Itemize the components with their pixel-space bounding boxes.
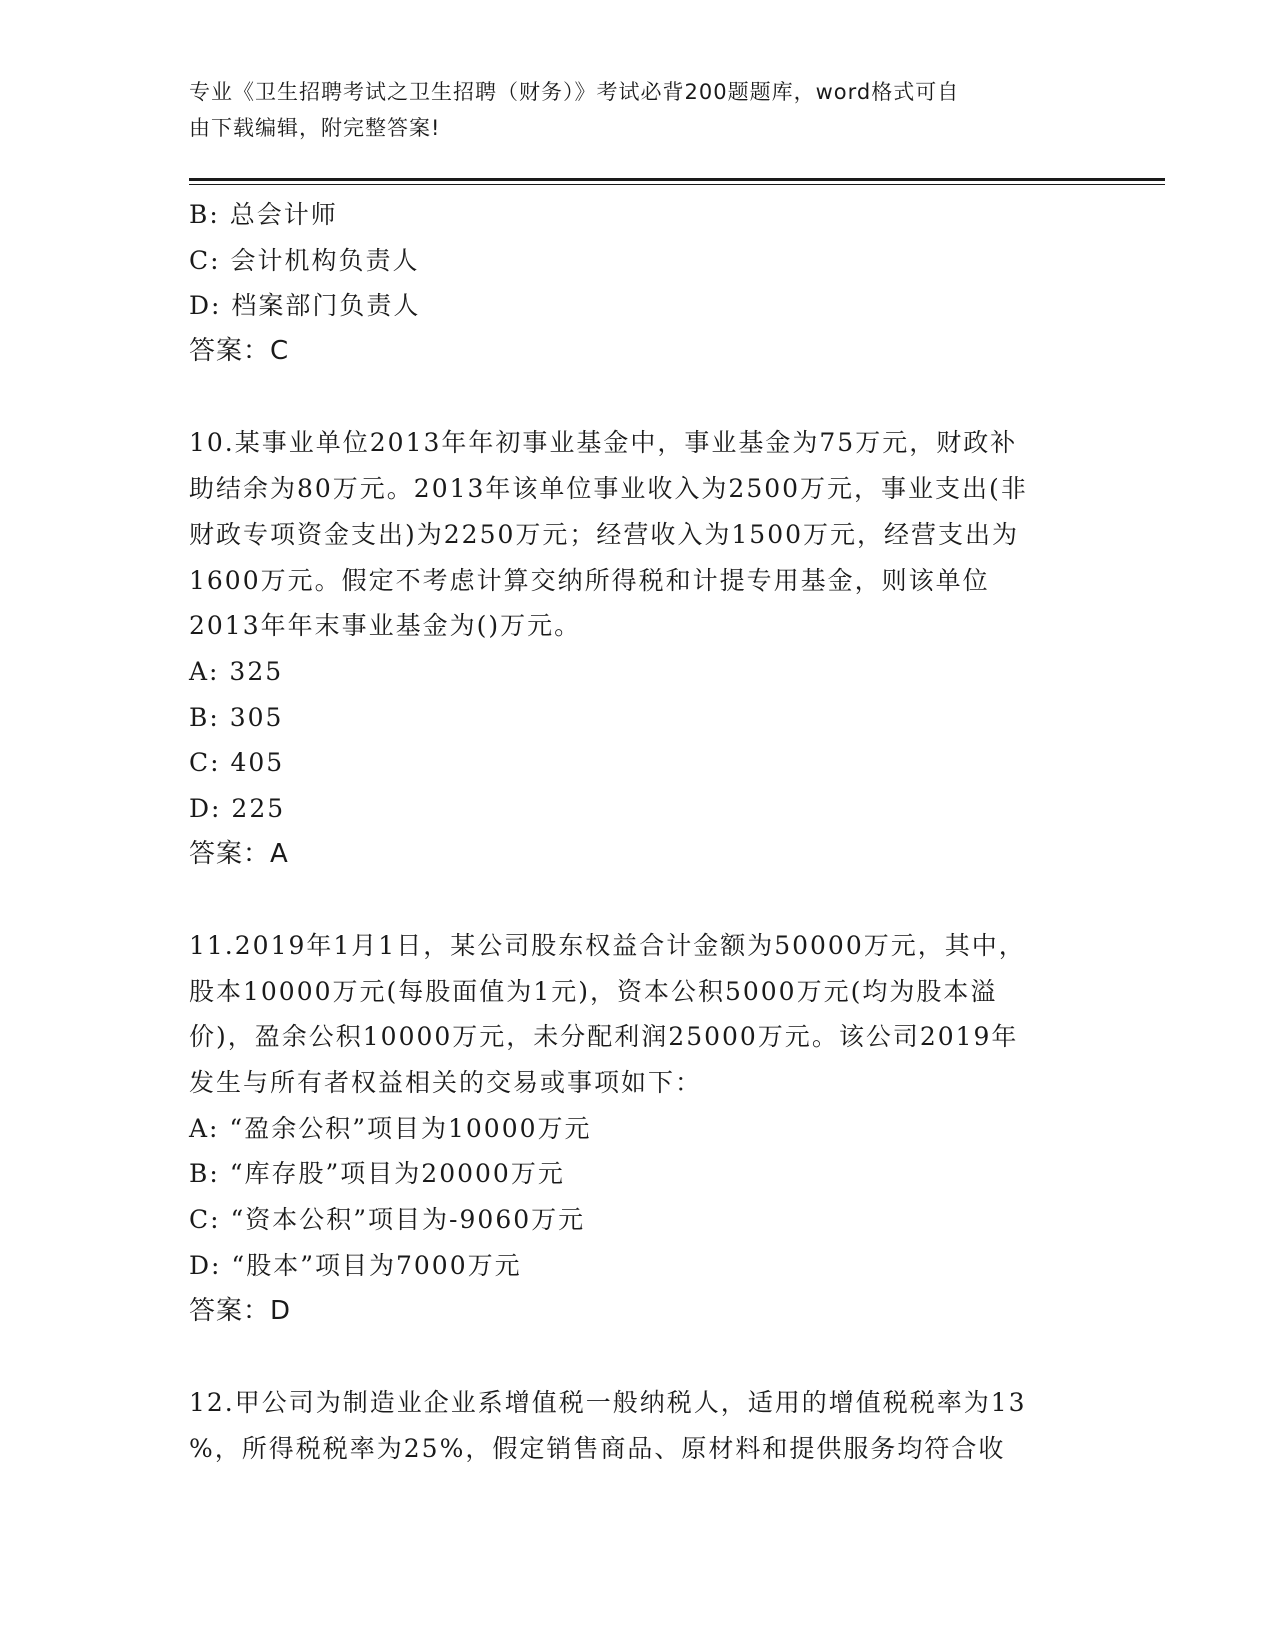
option-a: A: 325 xyxy=(189,656,284,686)
option-b: B: 总会计师 xyxy=(189,200,338,229)
option-b: B: 305 xyxy=(189,702,284,732)
question-text-line: 1600万元。假定不考虑计算交纳所得税和计提专用基金，则该单位 xyxy=(189,565,990,595)
question-text-line: 财政专项资金支出)为2250万元；经营收入为1500万元，经营支出为 xyxy=(189,519,1020,549)
question-text-line: %，所得税税率为25%，假定销售商品、原材料和提供服务均符合收 xyxy=(189,1433,1006,1463)
option-a: A: “盈余公积”项目为10000万元 xyxy=(189,1113,592,1143)
answer-line: 答案：A xyxy=(189,838,289,869)
question-text-line: 发生与所有者权益相关的交易或事项如下： xyxy=(189,1068,703,1098)
option-c: C: 会计机构负责人 xyxy=(189,245,420,275)
spacer xyxy=(189,1334,1089,1380)
option-c: C: 405 xyxy=(189,748,285,778)
question-11 xyxy=(189,923,1089,1334)
header-divider-thick xyxy=(189,178,1165,181)
header-line-2: 由下载编辑，附完整答案! xyxy=(189,116,441,140)
spacer xyxy=(189,877,1089,923)
question-9-tail xyxy=(189,192,1089,375)
question-10 xyxy=(189,420,1089,877)
question-text-line: 11.2019年1月1日，某公司股东权益合计金额为50000万元，其中， xyxy=(189,931,1026,960)
question-12 xyxy=(189,1380,1089,1471)
question-text-line: 价)，盈余公积10000万元，未分配利润25000万元。该公司2019年 xyxy=(189,1022,1019,1052)
spacer xyxy=(189,375,1089,421)
header-divider-thin xyxy=(189,184,1165,185)
question-text-line: 12.甲公司为制造业企业系增值税一般纳税人，适用的增值税税率为13 xyxy=(189,1387,1027,1417)
question-text-line: 10.某事业单位2013年年初事业基金中，事业基金为75万元，财政补 xyxy=(189,428,1018,458)
answer-line: 答案：D xyxy=(189,1295,292,1326)
option-d: D: 225 xyxy=(189,793,286,823)
option-c: C: “资本公积”项目为-9060万元 xyxy=(189,1205,586,1235)
document-header xyxy=(189,74,1069,146)
question-text-line: 助结余为80万元。2013年该单位事业收入为2500万元，事业支出(非 xyxy=(189,474,1028,504)
option-d: D: “股本”项目为7000万元 xyxy=(189,1250,522,1280)
question-content xyxy=(189,192,1089,1471)
question-text-line: 2013年年末事业基金为()万元。 xyxy=(189,611,582,641)
answer-line: 答案：C xyxy=(189,336,290,367)
header-line-1: 专业《卫生招聘考试之卫生招聘（财务）》考试必背200题题库，word格式可自 xyxy=(189,80,960,104)
question-text-line: 股本10000万元(每股面值为1元)，资本公积5000万元(均为股本溢 xyxy=(189,976,998,1006)
option-b: B: “库存股”项目为20000万元 xyxy=(189,1159,565,1189)
option-d: D: 档案部门负责人 xyxy=(189,291,421,321)
